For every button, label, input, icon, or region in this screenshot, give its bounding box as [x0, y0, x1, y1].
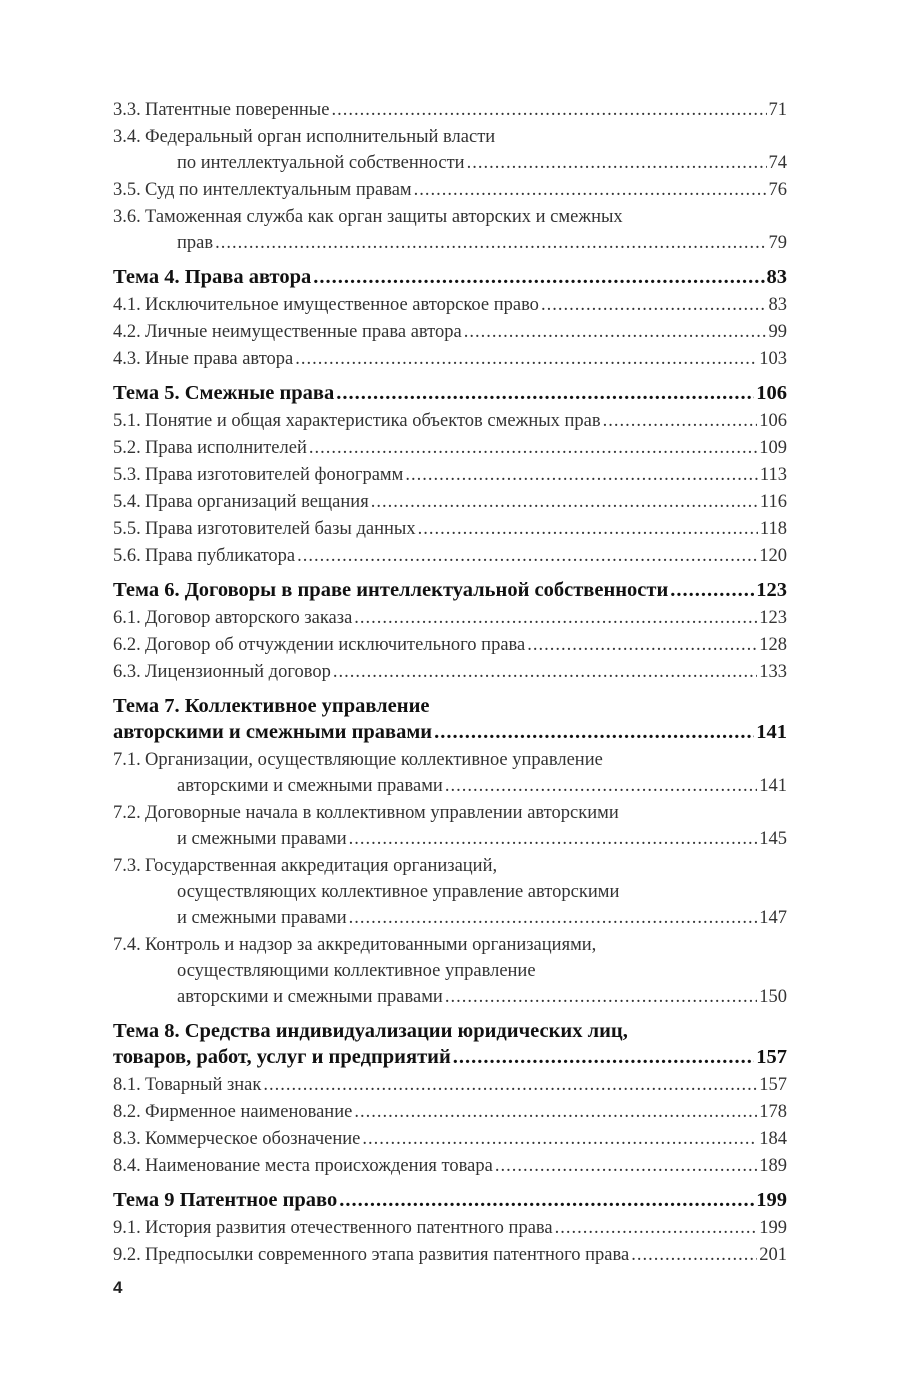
- leader-dots: [333, 659, 757, 685]
- toc-entry-title: [177, 879, 619, 905]
- toc-section-entry[interactable]: [113, 177, 787, 203]
- toc-entry-text: авторскими и смежными правами: [113, 721, 433, 743]
- toc-entry-line: [113, 380, 787, 406]
- toc-section-entry[interactable]: [113, 1126, 787, 1152]
- leader-dots: [215, 230, 766, 256]
- leader-dots: [349, 826, 758, 852]
- toc-page-number: 157: [756, 1046, 787, 1068]
- toc-page-number: 178: [759, 1102, 787, 1122]
- toc-entry-line: [113, 204, 787, 230]
- toc-section-entry[interactable]: [113, 97, 787, 123]
- leader-dots: [297, 543, 757, 569]
- toc-page-number: 201: [759, 1245, 787, 1265]
- toc-entry-line: [113, 489, 787, 515]
- leader-dots: [263, 1072, 757, 1098]
- toc-entry-line: [113, 1126, 787, 1152]
- toc-entry-text: Таможенная служба как орган защиты авторских и смежных: [145, 207, 623, 227]
- toc-entry-text: и смежными правами: [177, 829, 347, 849]
- toc-chapter-entry[interactable]: [113, 1187, 787, 1213]
- toc-chapter-entry[interactable]: [113, 693, 787, 745]
- toc-entry-number: 8.1.: [113, 1075, 141, 1095]
- leader-dots: [354, 605, 757, 631]
- toc-entry-title: [113, 489, 369, 515]
- toc-page-number: 184: [759, 1129, 787, 1149]
- toc-entry-number: 4.2.: [113, 322, 141, 342]
- toc-entry-number: 5.2.: [113, 438, 141, 458]
- toc-entry-line: [113, 1072, 787, 1098]
- toc-entry-line: [145, 879, 787, 905]
- toc-section-entry[interactable]: [113, 932, 787, 1010]
- toc-entry-text: Предпосылки современного этапа развития патентного права: [145, 1245, 630, 1265]
- toc-entry-line: [113, 1215, 787, 1241]
- toc-entry-text: Фирменное наименование: [145, 1102, 353, 1122]
- toc-page-number: 74: [768, 153, 787, 173]
- toc-entry-title: [113, 1044, 451, 1070]
- toc-entry-title: [113, 1018, 628, 1044]
- toc-page-number: 109: [759, 438, 787, 458]
- leader-dots: [405, 462, 758, 488]
- leader-dots: [445, 984, 757, 1010]
- toc-entry-line: [113, 177, 787, 203]
- leader-dots: [313, 264, 764, 290]
- toc-entry-line: [113, 1044, 787, 1070]
- leader-dots: [631, 1242, 757, 1268]
- toc-entry-line: [113, 264, 787, 290]
- toc-section-entry[interactable]: [113, 605, 787, 631]
- leader-dots: [414, 177, 767, 203]
- toc-section-entry[interactable]: [113, 204, 787, 256]
- toc-entry-line: [113, 632, 787, 658]
- toc-entry-title: [113, 204, 623, 230]
- toc-entry-title: [113, 124, 496, 150]
- toc-section-entry[interactable]: [113, 516, 787, 542]
- toc-entry-line: [113, 435, 787, 461]
- toc-entry-number: 3.3.: [113, 100, 141, 120]
- leader-dots: [349, 905, 758, 931]
- toc-entry-title: [113, 693, 430, 719]
- leader-dots: [527, 632, 757, 658]
- toc-entry-title: [113, 659, 331, 685]
- toc-entry-line: [113, 932, 787, 958]
- toc-entry-text: Понятие и общая характеристика объектов смежных прав: [145, 411, 601, 431]
- toc-page-number: 83: [768, 295, 787, 315]
- toc-entry-text: Коммерческое обозначение: [145, 1129, 361, 1149]
- toc-page-number: 199: [759, 1218, 787, 1238]
- toc-chapter-entry[interactable]: [113, 380, 787, 406]
- toc-entry-line: [145, 984, 787, 1010]
- toc-entry-text: Контроль и надзор за аккредитованными организациями,: [145, 935, 597, 955]
- toc-entry-text: осуществляющими коллективное управление: [177, 961, 536, 981]
- leader-dots: [467, 150, 767, 176]
- toc-entry-text: Личные неимущественные права автора: [145, 322, 462, 342]
- toc-entry-text: Права изготовителей фонограмм: [145, 465, 404, 485]
- toc-entry-title: [113, 435, 307, 461]
- leader-dots: [434, 719, 754, 745]
- toc-section-entry[interactable]: [113, 408, 787, 434]
- toc-entry-line: [145, 150, 787, 176]
- leader-dots: [541, 292, 767, 318]
- toc-entry-line: [113, 853, 787, 879]
- toc-page-number: 76: [768, 180, 787, 200]
- toc-entry-title: [113, 719, 432, 745]
- toc-page-number: 157: [759, 1075, 787, 1095]
- toc-entry-number: 3.6.: [113, 207, 141, 227]
- toc-entry-number: 5.6.: [113, 546, 141, 566]
- toc-entry-line: [145, 773, 787, 799]
- toc-entry-title: [177, 230, 213, 256]
- toc-entry-title: [177, 984, 443, 1010]
- leader-dots: [362, 1126, 757, 1152]
- toc-entry-line: [145, 230, 787, 256]
- toc-entry-text: Организации, осуществляющие коллективное управление: [145, 750, 603, 770]
- toc-entry-number: 6.2.: [113, 635, 141, 655]
- toc-entry-line: [113, 319, 787, 345]
- toc-entry-line: [113, 408, 787, 434]
- toc-entry-text: Права исполнителей: [145, 438, 307, 458]
- toc-entry-title: [113, 932, 597, 958]
- toc-entry-number: 8.2.: [113, 1102, 141, 1122]
- toc-entry-title: [113, 177, 412, 203]
- toc-section-entry[interactable]: [113, 319, 787, 345]
- toc-entry-text: Договорные начала в коллективном управлении авторскими: [145, 803, 619, 823]
- toc-section-entry[interactable]: [113, 800, 787, 852]
- toc-entry-line: [145, 905, 787, 931]
- toc-entry-text: Договор авторского заказа: [145, 608, 353, 628]
- leader-dots: [331, 97, 766, 123]
- leader-dots: [464, 319, 767, 345]
- toc-section-entry[interactable]: [113, 435, 787, 461]
- toc-section-entry[interactable]: [113, 747, 787, 799]
- leader-dots: [555, 1215, 758, 1241]
- table-of-contents: [113, 97, 787, 1269]
- toc-entry-line: [145, 958, 787, 984]
- toc-entry-text: Иные права автора: [145, 349, 294, 369]
- toc-entry-number: 7.4.: [113, 935, 141, 955]
- leader-dots: [445, 773, 757, 799]
- toc-entry-text: Федеральный орган исполнительный власти: [145, 127, 496, 147]
- leader-dots: [336, 380, 754, 406]
- toc-page-number: 128: [759, 635, 787, 655]
- toc-entry-number: 6.1.: [113, 608, 141, 628]
- toc-entry-number: 7.2.: [113, 803, 141, 823]
- leader-dots: [495, 1153, 757, 1179]
- toc-entry-title: [113, 264, 311, 290]
- toc-entry-title: [113, 543, 296, 569]
- toc-entry-number: 3.4.: [113, 127, 141, 147]
- toc-entry-number: 7.1.: [113, 750, 141, 770]
- toc-page-number: 123: [759, 608, 787, 628]
- toc-page-number: 141: [756, 721, 787, 743]
- toc-entry-text: Суд по интеллектуальным правам: [145, 180, 412, 200]
- toc-entry-number: 5.1.: [113, 411, 141, 431]
- toc-entry-line: [113, 659, 787, 685]
- toc-entry-title: [177, 826, 347, 852]
- toc-entry-text: Тема 4. Права автора: [113, 266, 312, 288]
- toc-chapter-entry[interactable]: [113, 577, 787, 603]
- toc-entry-line: [113, 97, 787, 123]
- toc-page-number: 83: [766, 266, 787, 288]
- toc-entry-title: [113, 346, 294, 372]
- toc-entry-number: 5.5.: [113, 519, 141, 539]
- toc-entry-line: [113, 292, 787, 318]
- toc-entry-text: Права изготовителей базы данных: [145, 519, 416, 539]
- toc-entry-title: [113, 1187, 337, 1213]
- toc-entry-title: [113, 292, 539, 318]
- toc-entry-line: [113, 693, 787, 719]
- leader-dots: [371, 489, 758, 515]
- toc-section-entry[interactable]: [113, 632, 787, 658]
- toc-page-number: 150: [759, 987, 787, 1007]
- toc-entry-title: [113, 747, 603, 773]
- toc-entry-title: [113, 577, 668, 603]
- leader-dots: [603, 408, 758, 434]
- toc-entry-line: [113, 1099, 787, 1125]
- toc-entry-text: Патентные поверенные: [145, 100, 330, 120]
- toc-entry-text: и смежными правами: [177, 908, 347, 928]
- toc-chapter-entry[interactable]: [113, 264, 787, 290]
- toc-section-entry[interactable]: [113, 346, 787, 372]
- leader-dots: [453, 1044, 754, 1070]
- toc-section-entry[interactable]: [113, 1215, 787, 1241]
- toc-entry-text: Договор об отчуждении исключительного права: [145, 635, 526, 655]
- toc-entry-text: Лицензионный договор: [145, 662, 331, 682]
- toc-entry-number: 5.3.: [113, 465, 141, 485]
- toc-entry-title: [113, 800, 619, 826]
- toc-section-entry[interactable]: [113, 659, 787, 685]
- toc-page-number: 120: [759, 546, 787, 566]
- leader-dots: [670, 577, 754, 603]
- toc-section-entry[interactable]: [113, 1242, 787, 1268]
- toc-entry-title: [113, 632, 526, 658]
- toc-entry-text: Тема 6. Договоры в праве интеллектуальной собственности: [113, 579, 669, 601]
- toc-entry-line: [113, 1018, 787, 1044]
- toc-section-entry[interactable]: [113, 543, 787, 569]
- page-number: 4: [113, 1278, 123, 1297]
- toc-page-number: 145: [759, 829, 787, 849]
- toc-page-number: 123: [756, 579, 787, 601]
- toc-page-number: 99: [768, 322, 787, 342]
- toc-section-entry[interactable]: [113, 853, 787, 931]
- toc-entry-line: [113, 516, 787, 542]
- toc-entry-line: [145, 826, 787, 852]
- toc-entry-line: [113, 747, 787, 773]
- toc-entry-title: [177, 773, 443, 799]
- toc-entry-text: Права публикатора: [145, 546, 296, 566]
- toc-entry-text: Тема 8. Средства индивидуализации юридических лиц,: [113, 1020, 628, 1042]
- toc-entry-title: [113, 462, 404, 488]
- leader-dots: [309, 435, 757, 461]
- toc-entry-line: [113, 346, 787, 372]
- toc-page-number: 199: [756, 1189, 787, 1211]
- toc-entry-text: Товарный знак: [145, 1075, 262, 1095]
- toc-entry-line: [113, 577, 787, 603]
- toc-entry-line: [113, 719, 787, 745]
- toc-entry-title: [113, 1242, 630, 1268]
- toc-page-number: 133: [759, 662, 787, 682]
- toc-page-number: 141: [759, 776, 787, 796]
- toc-entry-title: [113, 853, 498, 879]
- toc-entry-title: [113, 1126, 361, 1152]
- leader-dots: [354, 1099, 757, 1125]
- toc-section-entry[interactable]: [113, 462, 787, 488]
- toc-entry-text: Тема 7. Коллективное управление: [113, 695, 430, 717]
- toc-entry-title: [113, 1215, 553, 1241]
- toc-entry-number: 5.4.: [113, 492, 141, 512]
- toc-page-number: 113: [759, 465, 787, 485]
- toc-entry-text: товаров, работ, услуг и предприятий: [113, 1046, 451, 1068]
- toc-entry-number: 9.2.: [113, 1245, 141, 1265]
- toc-entry-title: [113, 516, 416, 542]
- toc-entry-text: осуществляющих коллективное управление авторскими: [177, 882, 620, 902]
- toc-entry-number: 4.1.: [113, 295, 141, 315]
- toc-entry-title: [113, 319, 462, 345]
- toc-page-number: 118: [759, 519, 787, 539]
- toc-entry-text: Права организаций вещания: [145, 492, 369, 512]
- toc-entry-number: 4.3.: [113, 349, 141, 369]
- toc-entry-line: [113, 1187, 787, 1213]
- toc-entry-line: [113, 462, 787, 488]
- leader-dots: [339, 1187, 754, 1213]
- toc-entry-text: Тема 5. Смежные права: [113, 382, 335, 404]
- toc-entry-line: [113, 543, 787, 569]
- toc-section-entry[interactable]: [113, 1099, 787, 1125]
- toc-entry-title: [177, 958, 536, 984]
- toc-page-number: 147: [759, 908, 787, 928]
- toc-entry-title: [113, 1072, 262, 1098]
- toc-entry-title: [177, 905, 347, 931]
- toc-entry-line: [113, 800, 787, 826]
- toc-entry-line: [113, 1153, 787, 1179]
- toc-entry-title: [113, 380, 334, 406]
- toc-entry-line: [113, 124, 787, 150]
- toc-page-number: 79: [768, 233, 787, 253]
- toc-entry-line: [113, 1242, 787, 1268]
- toc-entry-title: [113, 605, 353, 631]
- toc-section-entry[interactable]: [113, 489, 787, 515]
- toc-entry-text: Тема 9 Патентное право: [113, 1189, 338, 1211]
- toc-entry-text: История развития отечественного патентного права: [145, 1218, 553, 1238]
- toc-page-number: 71: [768, 100, 787, 120]
- toc-page-number: 116: [759, 492, 787, 512]
- toc-entry-number: 8.3.: [113, 1129, 141, 1149]
- toc-entry-title: [177, 150, 465, 176]
- toc-entry-number: 6.3.: [113, 662, 141, 682]
- toc-entry-number: 9.1.: [113, 1218, 141, 1238]
- toc-section-entry[interactable]: [113, 1072, 787, 1098]
- toc-entry-number: 7.3.: [113, 856, 141, 876]
- toc-entry-text: авторскими и смежными правами: [177, 987, 443, 1007]
- toc-entry-title: [113, 1153, 493, 1179]
- toc-entry-text: Государственная аккредитация организаций,: [145, 856, 498, 876]
- leader-dots: [418, 516, 758, 542]
- toc-entry-text: Наименование места происхождения товара: [145, 1156, 493, 1176]
- toc-entry-text: по интеллектуальной собственности: [177, 153, 465, 173]
- toc-entry-line: [113, 605, 787, 631]
- toc-section-entry[interactable]: [113, 124, 787, 176]
- toc-entry-number: 3.5.: [113, 180, 141, 200]
- toc-entry-title: [113, 97, 330, 123]
- toc-entry-title: [113, 1099, 353, 1125]
- toc-entry-number: 8.4.: [113, 1156, 141, 1176]
- toc-section-entry[interactable]: [113, 292, 787, 318]
- toc-entry-text: Исключительное имущественное авторское право: [145, 295, 539, 315]
- toc-entry-title: [113, 408, 601, 434]
- toc-page-number: 189: [759, 1156, 787, 1176]
- toc-page-number: 106: [759, 411, 787, 431]
- toc-chapter-entry[interactable]: [113, 1018, 787, 1070]
- toc-entry-text: авторскими и смежными правами: [177, 776, 443, 796]
- toc-section-entry[interactable]: [113, 1153, 787, 1179]
- leader-dots: [295, 346, 757, 372]
- toc-entry-text: прав: [177, 233, 214, 253]
- toc-page-number: 106: [756, 382, 787, 404]
- toc-page-number: 103: [759, 349, 787, 369]
